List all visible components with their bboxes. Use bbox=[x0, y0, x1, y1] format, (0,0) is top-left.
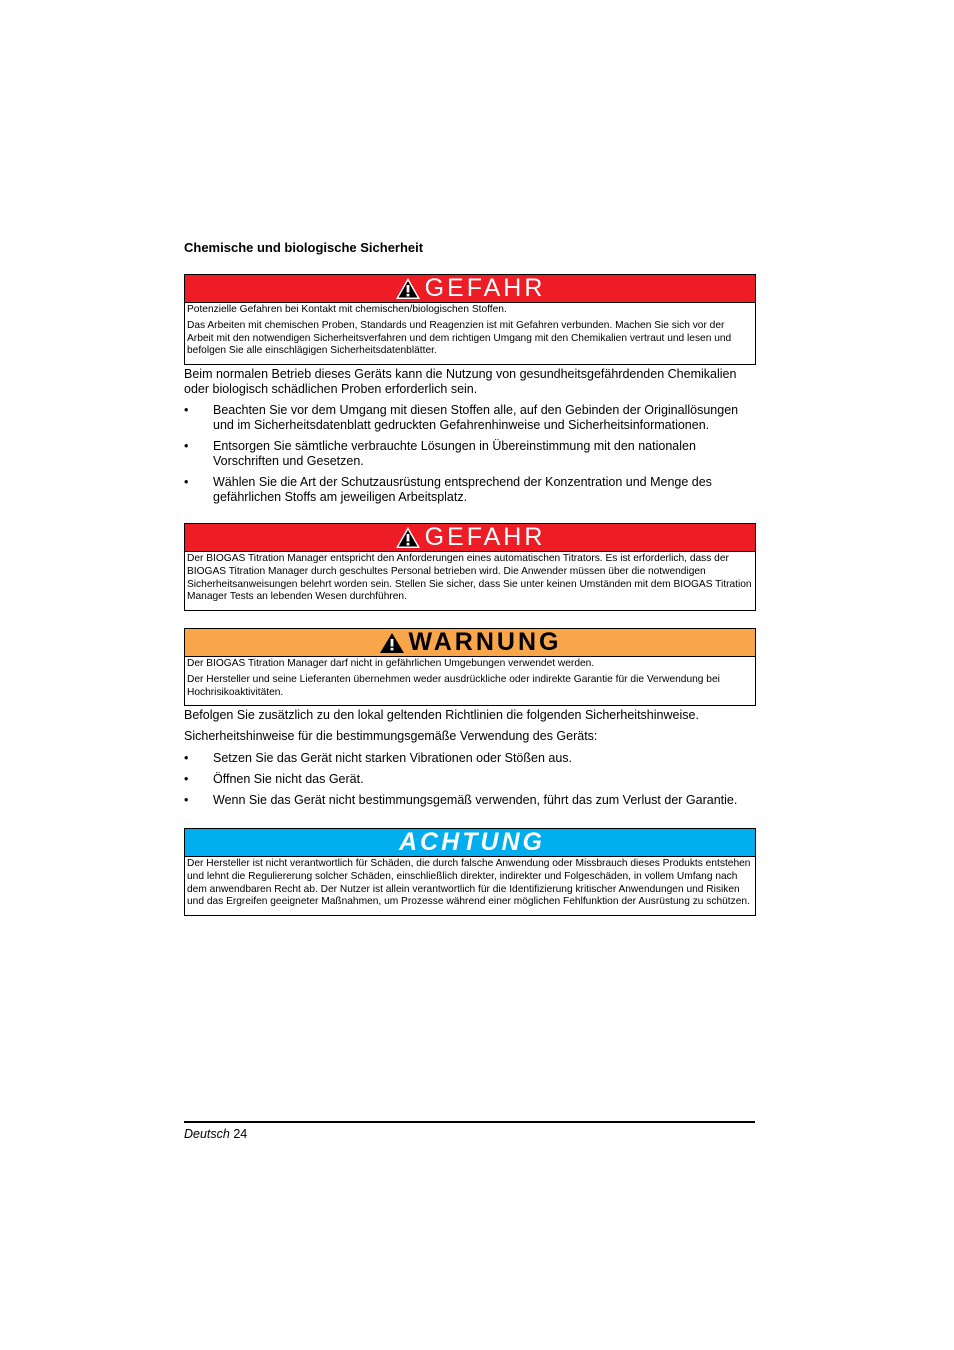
list-item: • Beachten Sie vor dem Umgang mit diesen Stoffen alle, auf den Gebinden der Originallösungen und im Sicherheitsdatenblatt gedruckten Gefahrenhinweise und Sicherheitsinformationen. bbox=[184, 403, 756, 433]
danger-header-2 bbox=[185, 524, 755, 552]
page-number: 24 bbox=[233, 1127, 248, 1141]
list-item: • Wählen Sie die Art der Schutzausrüstung entsprechend der Konzentration und Menge des gefährlichen Stoffs am jeweiligen Arbeitsplatz. bbox=[184, 475, 756, 505]
caution-header bbox=[185, 829, 755, 857]
caution-box bbox=[184, 828, 756, 916]
danger-header-1 bbox=[185, 275, 755, 303]
page-footer bbox=[184, 1127, 247, 1141]
danger-signal-word-1: GEFAHR bbox=[424, 274, 546, 302]
caution-signal-word: ACHTUNG bbox=[399, 828, 545, 856]
caution-body bbox=[185, 857, 755, 915]
list-item: • Öffnen Sie nicht das Gerät. bbox=[184, 772, 756, 787]
footer-rule bbox=[184, 1121, 755, 1123]
danger-text: Der BIOGAS Titration Manager entspricht den Anforderungen eines automatischen Titrators. Es ist erforderlich, dass der BIOGAS Titration Manager durch geschultes Personal betrieben wird. Die Anwender müssen über die notwendigen Sicherheitsanweisungen belehrt worden sein. Stellen Sie sicher, dass Sie unter keinen Umständen mit dem BIOGAS Titration Manager Tests an lebenden Wesen durchführen. bbox=[187, 553, 752, 603]
list-item: • Entsorgen Sie sämtliche verbrauchte Lösungen in Übereinstimmung mit den nationalen Vorschriften und Gesetzen. bbox=[184, 439, 756, 469]
paragraph-2: Befolgen Sie zusätzlich zu den lokal geltenden Richtlinien die folgenden Sicherheitshinweise. bbox=[184, 708, 699, 722]
warning-header bbox=[185, 629, 755, 657]
danger-signal-word-2: GEFAHR bbox=[424, 523, 546, 551]
danger-box-2 bbox=[184, 523, 756, 611]
intro-paragraph: Beim normalen Betrieb dieses Geräts kann die Nutzung von gesundheitsgefährdenden Chemikalien oder biologisch schädlichen Proben erforderlich sein. bbox=[184, 367, 737, 396]
warning-body bbox=[185, 657, 755, 705]
warning-triangle-icon bbox=[395, 277, 421, 300]
bullet-list-1 bbox=[184, 403, 756, 505]
warning-triangle-icon bbox=[395, 526, 421, 549]
bullet-list-2 bbox=[184, 751, 756, 808]
footer-language: Deutsch bbox=[184, 1127, 230, 1141]
paragraph-3: Sicherheitshinweise für die bestimmungsgemäße Verwendung des Geräts: bbox=[184, 729, 598, 743]
warning-box bbox=[184, 628, 756, 706]
list-item: • Setzen Sie das Gerät nicht starken Vibrationen oder Stößen aus. bbox=[184, 751, 756, 766]
section-heading: Chemische und biologische Sicherheit bbox=[184, 240, 424, 255]
warning-signal-word: WARNUNG bbox=[408, 628, 562, 656]
danger-box-1 bbox=[184, 274, 756, 365]
list-item: • Wenn Sie das Gerät nicht bestimmungsgemäß verwenden, führt das zum Verlust der Garantie. bbox=[184, 793, 756, 808]
danger-line: Potenzielle Gefahren bei Kontakt mit chemischen/biologischen Stoffen. bbox=[187, 304, 507, 315]
danger-body-2 bbox=[185, 552, 755, 610]
danger-body-1 bbox=[185, 303, 755, 364]
warning-triangle-icon bbox=[379, 631, 405, 654]
warning-line: Der BIOGAS Titration Manager darf nicht in gefährlichen Umgebungen verwendet werden. bbox=[187, 658, 595, 669]
warning-line: Der Hersteller und seine Lieferanten übernehmen weder ausdrückliche oder indirekte Garantie für die Verwendung bei Hochrisikoaktivitäten. bbox=[187, 673, 720, 698]
caution-text: Der Hersteller ist nicht verantwortlich für Schäden, die durch falsche Anwendung oder Missbrauch dieses Produkts entstehen und lehnt die Reguliererung solcher Schäden, einschließlich direkter, indirekter und Folgeschäden, in vollem Umfang nach dem anwendbaren Recht ab. Der Nutzer ist allein verantwortlich für die Identifizierung kritischer Anwendungen und Risiken und das Ergreifen geeigneter Maßnahmen, um Prozesse während einer möglichen Fehlfunktion der Ausrüstung zu schützen. bbox=[187, 858, 751, 908]
danger-line: Das Arbeiten mit chemischen Proben, Standards und Reagenzien ist mit Gefahren verbunden. Machen Sie sich vor der Arbeit mit den notwendigen Sicherheitsverfahren und dem richtigen Umgang mit den Chemikalien vertraut und lesen und befolgen Sie alle einschlägigen Sicherheitsdatenblätter. bbox=[187, 319, 732, 357]
